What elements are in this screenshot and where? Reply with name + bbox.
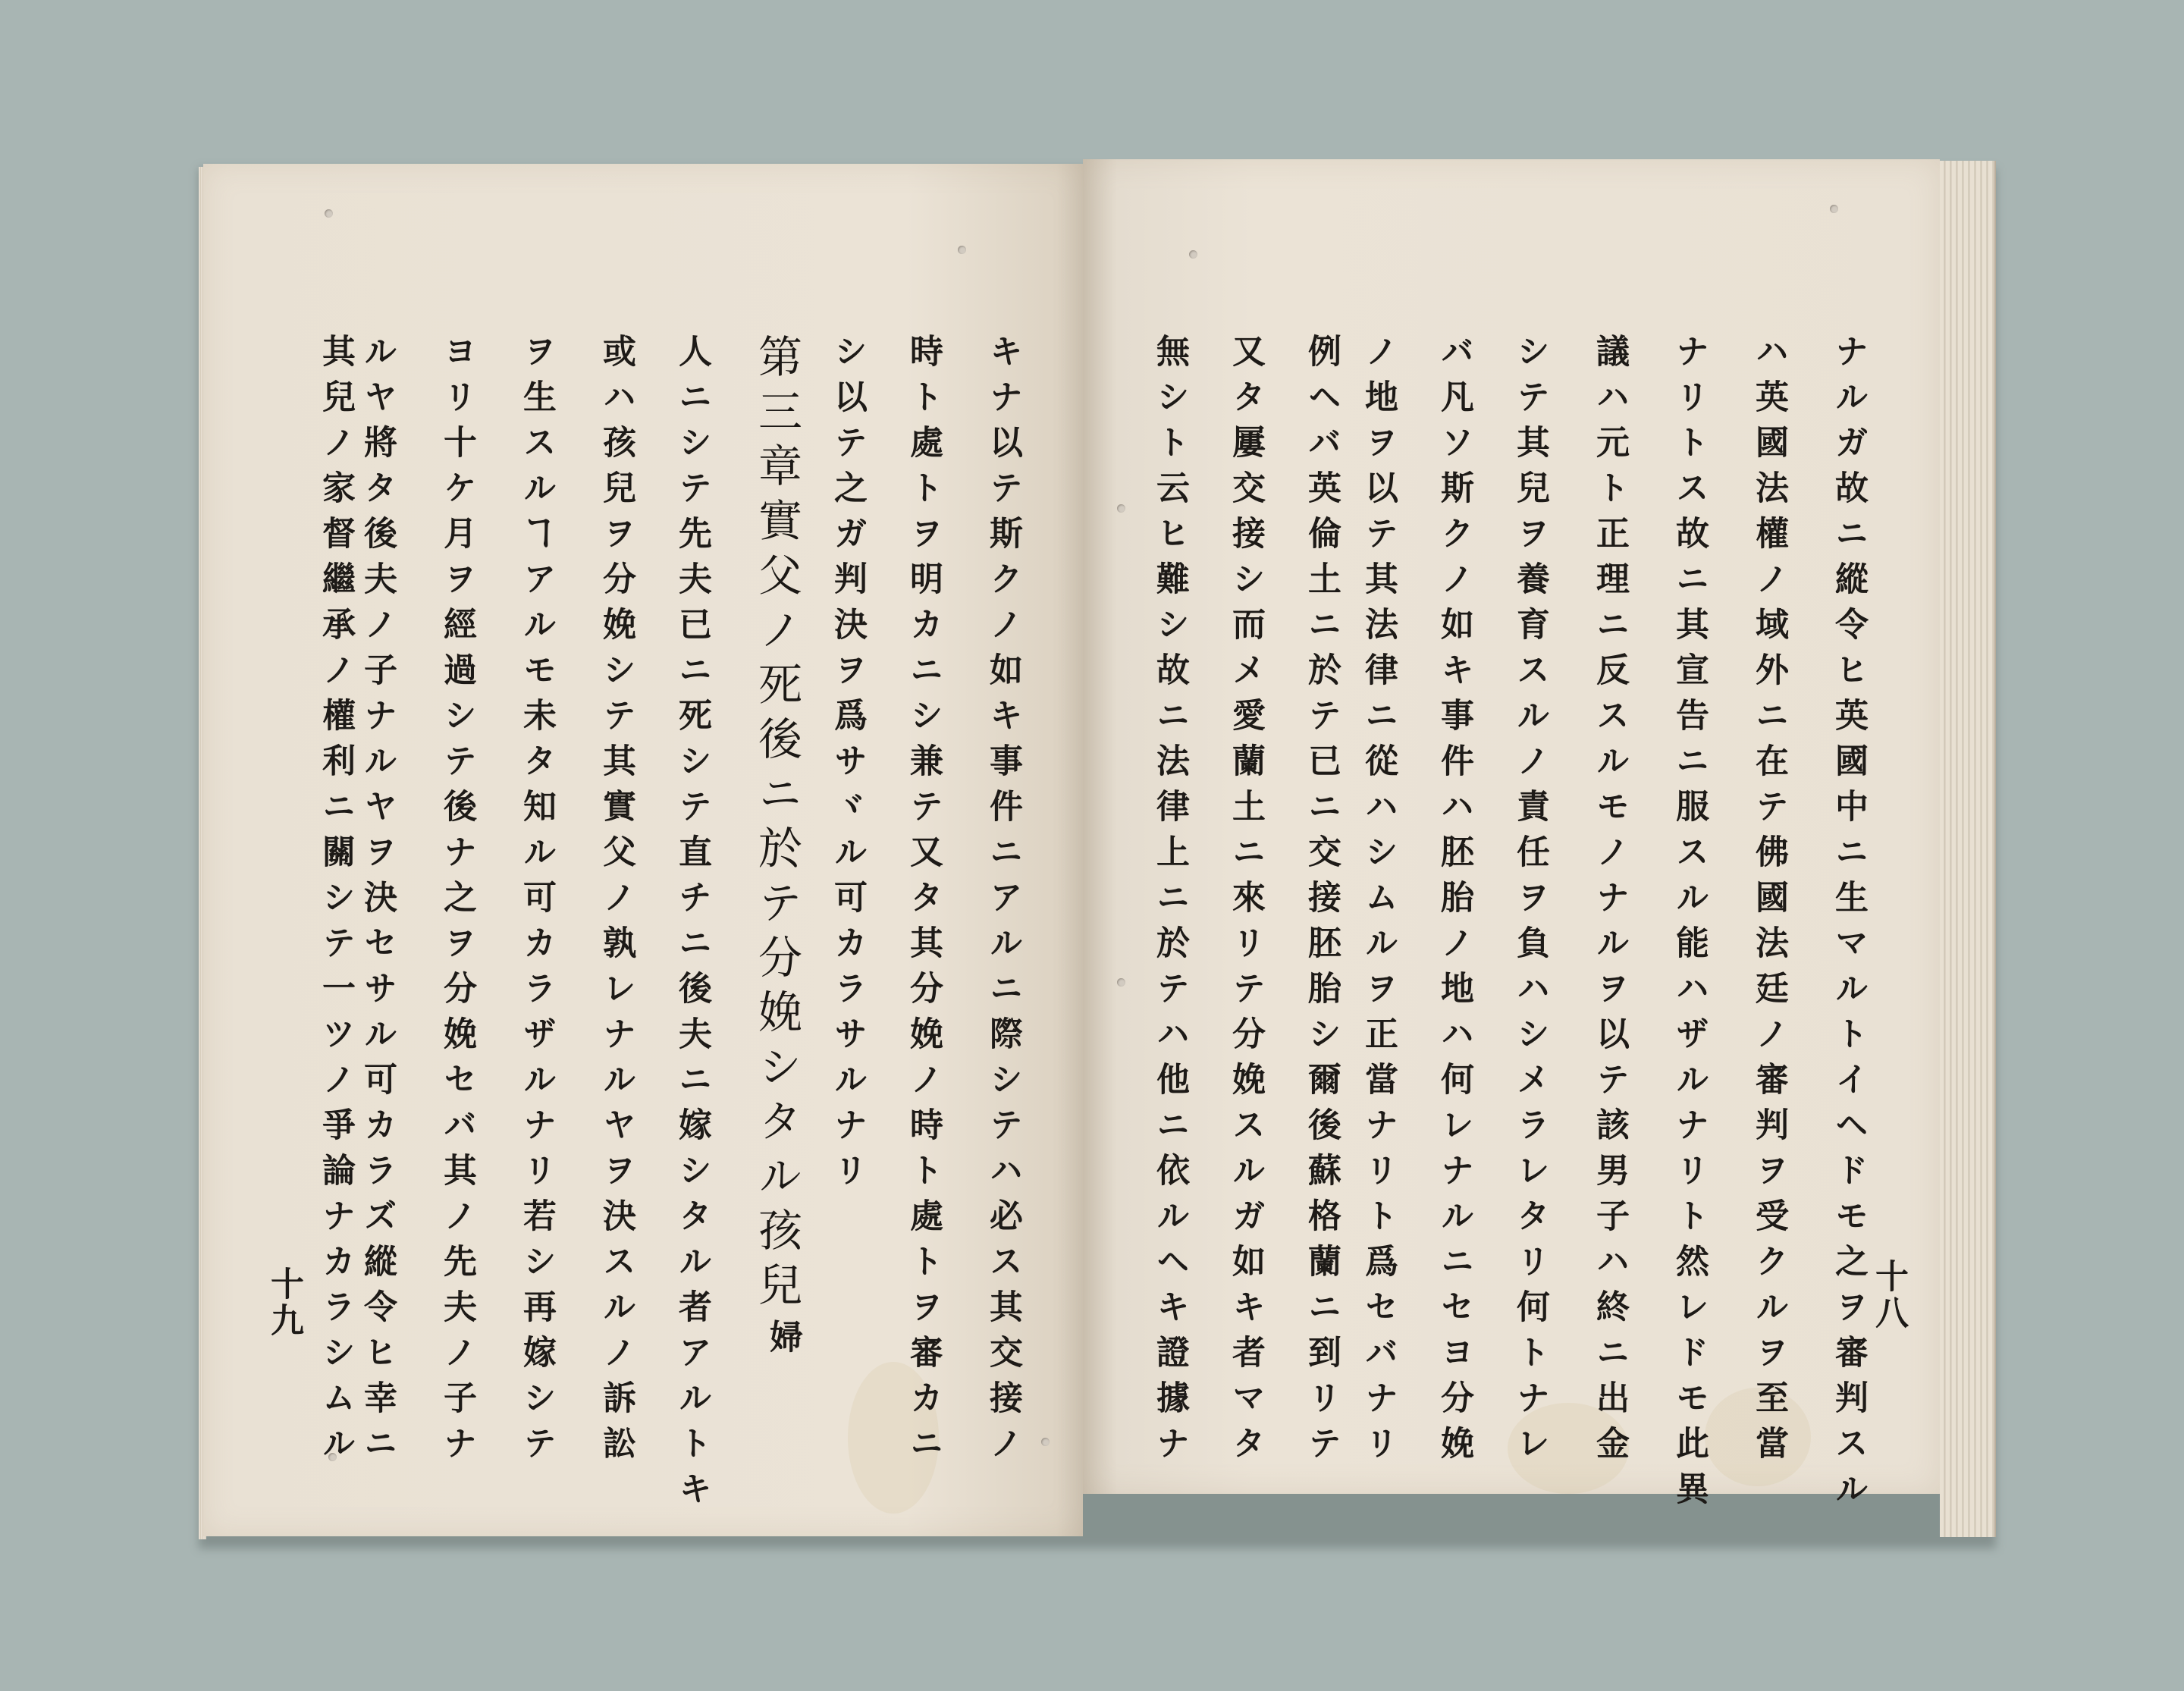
text-column: 其兒ノ家督繼承ノ權利ニ關シテ一ツノ爭論ナカラシムル <box>316 334 355 1471</box>
text-column: バ凡ソ斯クノ如キ事件ハ胚胎ノ地ハ何レナルニセヨ分娩 <box>1435 334 1473 1471</box>
binding-hole <box>1117 504 1125 513</box>
binding-hole <box>958 246 966 254</box>
text-column: 時ト處トヲ明カニシ兼テ又タ其分娩ノ時ト處トヲ審カニ <box>904 334 943 1471</box>
text-column: 議ハ元ト正理ニ反スルモノナルヲ以テ該男子ハ終ニ出金 <box>1590 334 1629 1471</box>
text-column: ナルガ故ニ縱令ヒ英國中ニ生マルトイヘドモ之ヲ審判スル <box>1829 334 1868 1517</box>
text-column: シテ其兒ヲ養育スルノ責任ヲ負ハシメラレタリ何トナレ <box>1511 334 1549 1471</box>
page-number-left: 十九 <box>265 1266 303 1339</box>
binding-hole <box>1189 250 1197 259</box>
text-column: 無シト云ヒ難シ故ニ法律上ニ於テハ他ニ依ルヘキ證據ナ <box>1150 334 1189 1471</box>
binding-hole <box>1041 1438 1050 1446</box>
text-column: ノ地ヲ以テ其法律ニ從ハシムルヲ正當ナリト爲セバナリ <box>1359 334 1398 1471</box>
text-column: 或ハ孩兒ヲ分娩シテ其實父ノ孰レナルヤヲ決スルノ訴訟 <box>597 334 635 1471</box>
binding-hole <box>1117 978 1125 987</box>
binding-hole <box>1830 205 1838 213</box>
text-column: 人ニシテ先夫已ニ死シテ直チニ後夫ニ嫁シタル者アルトキ <box>673 334 711 1517</box>
text-column: ハ英國法權ノ域外ニ在テ佛國法廷ノ審判ヲ受クルヲ至當 <box>1749 334 1788 1471</box>
right-page-edges <box>1940 161 1996 1537</box>
chapter-title: 第三章實父ノ死後ニ於テ分娩シタル孩兒 <box>751 334 802 1316</box>
text-column: 例ヘバ英倫土ニ於テ已ニ交接胚胎シ爾後蘇格蘭ニ到リテ <box>1302 334 1341 1471</box>
text-column: キナ以テ斯クノ如キ事件ニアルニ際シテハ必ス其交接ノ <box>984 334 1022 1471</box>
text-column: ルヤ將タ後夫ノ子ナルヤヲ決セサル可カラズ縱令ヒ幸ニ <box>358 334 397 1471</box>
text-column: ヨリ十ケ月ヲ經過シテ後ナ之ヲ分娩セバ其ノ先夫ノ子ナ <box>438 334 476 1471</box>
text-column: 又タ屢交接シ而メ愛蘭土ニ來リテ分娩スルガ如キ者マタ <box>1226 334 1265 1471</box>
text-column: ナリトス故ニ其宣告ニ服スル能ハザルナリト然レドモ此異 <box>1670 334 1709 1517</box>
text-column: 婦 <box>764 1319 802 1365</box>
page-number-right: 十八 <box>1869 1259 1908 1332</box>
text-column: シ以テ之ガ判決ヲ爲サヾル可カラサルナリ <box>828 334 867 1198</box>
text-column: ヲ生スルヿアルモ未タ知ル可カラザルナリ若シ再嫁シテ <box>517 334 556 1471</box>
binding-hole <box>325 209 333 218</box>
